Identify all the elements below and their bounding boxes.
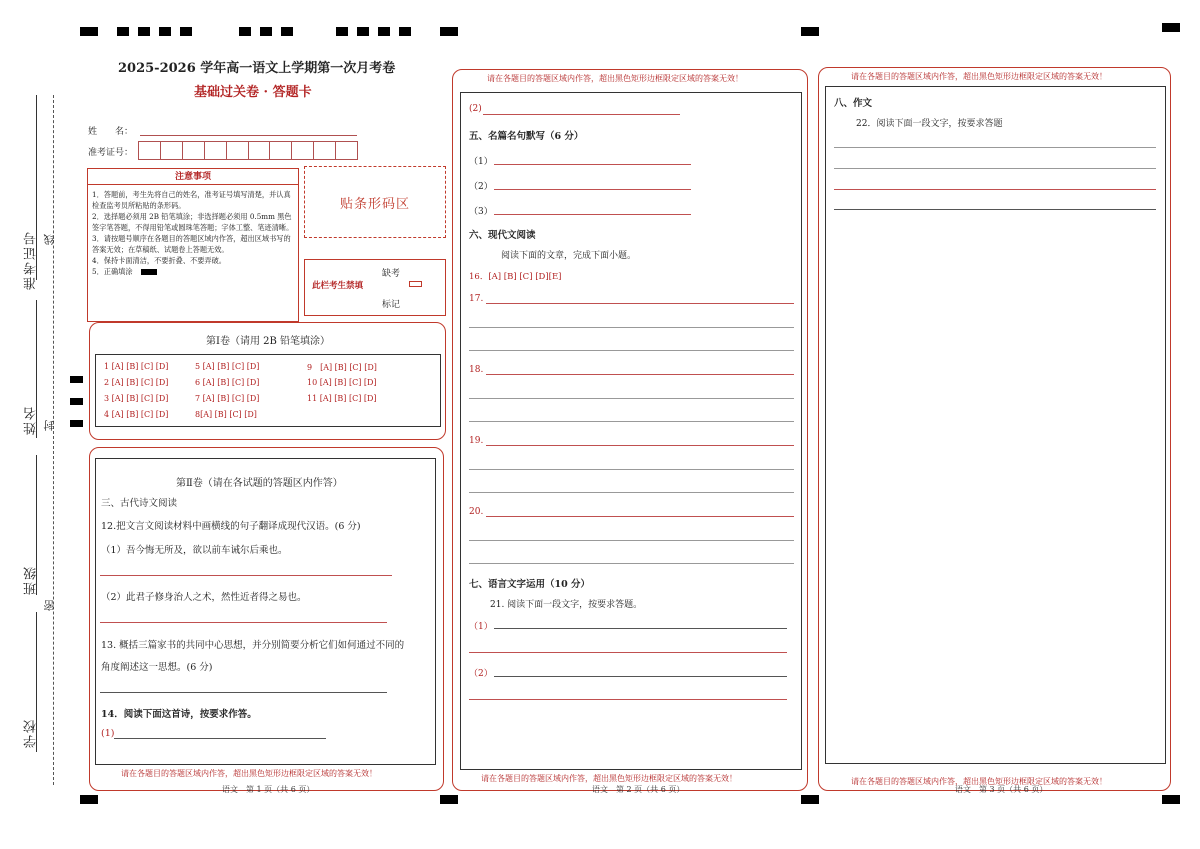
side-name-line <box>36 300 37 438</box>
p2-q2-line[interactable] <box>483 114 680 115</box>
absent-bottom-label: 标记 <box>382 300 401 310</box>
notice-item-2: 2．选择题必须用 2B 铅笔填涂；非选择题必须用 0.5mm 黑色签字笔答题，不得用铅笔或圆珠笔答题；字体工整、笔迹清晰。 <box>92 212 294 232</box>
essay-line[interactable] <box>834 209 1156 210</box>
section8-heading: 八、作文 <box>834 98 873 109</box>
warning-page1: 请在各题目的答题区域内作答，超出黑色矩形边框限定区域的答案无效！ <box>121 769 377 778</box>
p2-blank3-label: （3） <box>469 207 493 217</box>
essay-line[interactable] <box>834 147 1156 148</box>
timing-mark <box>1162 23 1180 32</box>
notice-item-1: 1．答题前，考生先将自己的姓名，准考证号填写清楚，并认真检查监考员所粘贴的条形码。 <box>92 190 291 210</box>
timing-mark <box>80 27 98 36</box>
warning-page2-top: 请在各题目的答题区域内作答，超出黑色矩形边框限定区域的答案无效！ <box>487 74 743 83</box>
timing-mark <box>281 27 293 36</box>
q21-2-line[interactable] <box>494 676 787 677</box>
warning-page3-bottom: 请在各题目的答题区域内作答，超出黑色矩形边框限定区域的答案无效！ <box>851 777 1107 786</box>
filled-sample <box>141 269 157 275</box>
binding-dashed-line <box>53 95 54 785</box>
timing-mark <box>180 27 192 36</box>
q22-prompt: 22．阅读下面一段文字，按要求答题 <box>856 119 1003 129</box>
q21-1-line[interactable] <box>469 652 787 653</box>
barcode-area <box>304 166 446 238</box>
q14-1-label: (1) <box>101 728 115 739</box>
notice-item-5: 5．正确填涂 <box>92 267 133 276</box>
absent-box <box>304 259 446 316</box>
warning-page2-bottom: 请在各题目的答题区域内作答，超出黑色矩形边框限定区域的答案无效！ <box>481 774 737 783</box>
section6-heading: 六、现代文阅读 <box>469 230 536 241</box>
choice-q1[interactable]: 1 [A] [B] [C] [D] <box>104 362 169 371</box>
name-label: 姓 名： <box>88 127 134 137</box>
p2-blank1-line[interactable] <box>494 164 691 165</box>
notice-item-3: 3．请按题号顺序在各题目的答题区域内作答，超出区域书写的答案无效；在草稿纸、试题卷上答题无效。 <box>92 234 291 254</box>
q21-2-label: （2） <box>469 669 493 679</box>
p2-blank2-line[interactable] <box>494 189 691 190</box>
choice-q8[interactable]: 8[A] [B] [C] [D] <box>195 410 257 419</box>
q21-prompt: 21. 阅读下面一段文字，按要求答题。 <box>490 600 643 610</box>
exam-no-label: 准考证号： <box>88 148 134 158</box>
timing-mark <box>70 420 83 427</box>
timing-mark <box>801 795 819 804</box>
side-class-label: 班级 <box>24 565 39 595</box>
side-line-mark: 线 <box>43 232 56 245</box>
name-input-line[interactable] <box>140 135 357 136</box>
choice-q2[interactable]: 2 [A] [B] [C] [D] <box>104 378 169 387</box>
notice-item-4: 4．保持卡面清洁，不要折叠、不要弄破。 <box>92 256 226 265</box>
choice-q6[interactable]: 6 [A] [B] [C] [D] <box>195 378 260 387</box>
notice-box <box>87 168 299 322</box>
footer-page2: 语文 第 2 页（共 6 页） <box>592 785 685 794</box>
q18-label: 18. <box>469 365 484 375</box>
side-exam-no-label: 准考证号 <box>24 230 39 290</box>
choice-q4[interactable]: 4 [A] [B] [C] [D] <box>104 410 169 419</box>
exam-no-boxes[interactable] <box>138 141 358 160</box>
side-school-label: 学校 <box>24 718 39 748</box>
page2-answer-box <box>460 92 802 770</box>
q20-line[interactable] <box>486 516 794 517</box>
q17-label: 17. <box>469 294 484 304</box>
footer-page3: 语文 第 3 页（共 6 页） <box>955 785 1048 794</box>
timing-mark <box>440 27 458 36</box>
timing-mark <box>159 27 171 36</box>
essay-line[interactable] <box>834 189 1156 190</box>
choice-q10[interactable]: 10 [A] [B] [C] [D] <box>307 378 377 387</box>
essay-line[interactable] <box>834 168 1156 169</box>
timing-mark <box>801 27 819 36</box>
q16-choice[interactable]: 16．[A] [B] [C] [D][E] <box>469 272 562 282</box>
q18-line[interactable] <box>469 421 794 422</box>
side-school-line <box>36 612 37 752</box>
q13-prompt-line2: 角度阐述这一思想。(6 分) <box>101 662 213 673</box>
q14-prompt: 14．阅读下面这首诗，按要求作答。 <box>101 709 257 720</box>
barcode-label: 贴条形码区 <box>339 196 410 212</box>
q19-line[interactable] <box>469 469 794 470</box>
timing-mark <box>70 398 83 405</box>
q18-line[interactable] <box>469 398 794 399</box>
timing-mark <box>80 795 98 804</box>
timing-mark <box>260 27 272 36</box>
q20-line[interactable] <box>469 540 794 541</box>
q21-2-line[interactable] <box>469 699 787 700</box>
p2-blank2-label: （2） <box>469 182 493 192</box>
choice-q5[interactable]: 5 [A] [B] [C] [D] <box>195 362 260 371</box>
q14-1-answer-line[interactable] <box>114 738 326 739</box>
q19-line[interactable] <box>486 445 794 446</box>
page3-answer-box <box>825 86 1166 764</box>
part2-title: 第Ⅱ卷（请在各试题的答题区内作答） <box>176 478 343 489</box>
exam-title: 2025-2026 学年高一语文上学期第一次月考卷 <box>118 61 396 76</box>
q20-label: 20. <box>469 507 484 517</box>
p2-blank3-line[interactable] <box>494 214 691 215</box>
choice-q9[interactable]: 9 [A] [B] [C] [D] <box>307 363 377 372</box>
notice-title: 注意事项 <box>88 169 298 185</box>
choice-q3[interactable]: 3 [A] [B] [C] [D] <box>104 394 169 403</box>
section7-heading: 七、语言文字运用（10 分） <box>469 579 591 590</box>
timing-mark <box>357 27 369 36</box>
timing-mark <box>336 27 348 36</box>
side-seal-mark: 封 <box>43 418 56 431</box>
side-secret-mark: 密 <box>43 598 56 611</box>
q21-1-label: （1） <box>469 622 493 632</box>
absent-checkbox[interactable] <box>409 281 422 287</box>
q13-prompt-line1: 13. 概括三篇家书的共同中心思想，并分别简要分析它们如何通过不同的 <box>101 640 405 651</box>
q13-answer-line[interactable] <box>100 692 387 693</box>
footer-page1: 语文 第 1 页（共 6 页） <box>222 785 315 794</box>
q12-2-answer-line[interactable] <box>100 622 387 623</box>
p2-q2-label: (2) <box>469 104 482 114</box>
timing-mark <box>440 795 458 804</box>
side-name-label: 姓名 <box>24 405 39 435</box>
q21-1-line[interactable] <box>494 628 787 629</box>
timing-mark <box>138 27 150 36</box>
timing-mark <box>399 27 411 36</box>
timing-mark <box>1162 795 1180 804</box>
section6-instruction: 阅读下面的文章，完成下面小题。 <box>501 251 637 261</box>
section5-heading: 五、名篇名句默写（6 分） <box>469 131 584 142</box>
q20-line[interactable] <box>469 563 794 564</box>
q12-1-prompt: （1）吾今悔无所及，欲以前车诫尔后乘也。 <box>101 545 288 556</box>
p2-blank1-label: （1） <box>469 157 493 167</box>
side-class-line <box>36 455 37 595</box>
absent-prohibit-label: 此栏考生禁填 <box>312 281 364 291</box>
card-subtitle: 基础过关卷 · 答题卡 <box>194 85 312 100</box>
q17-line[interactable] <box>469 350 794 351</box>
timing-mark <box>70 376 83 383</box>
q17-line[interactable] <box>486 303 794 304</box>
timing-mark <box>239 27 251 36</box>
choice-q11[interactable]: 11 [A] [B] [C] [D] <box>307 394 377 403</box>
side-exam-no-line <box>36 95 37 280</box>
warning-page3-top: 请在各题目的答题区域内作答，超出黑色矩形边框限定区域的答案无效！ <box>851 72 1107 81</box>
q19-line[interactable] <box>469 492 794 493</box>
q17-line[interactable] <box>469 327 794 328</box>
q19-label: 19. <box>469 436 484 446</box>
section3-heading: 三、古代诗文阅读 <box>101 498 178 509</box>
q12-2-prompt: （2）此君子修身治人之术，然性近者得之易也。 <box>101 592 307 603</box>
timing-mark <box>117 27 129 36</box>
absent-top-label: 缺考 <box>382 269 401 279</box>
timing-mark <box>378 27 390 36</box>
choice-q7[interactable]: 7 [A] [B] [C] [D] <box>195 394 260 403</box>
q12-prompt: 12.把文言文阅读材料中画横线的句子翻译成现代汉语。(6 分) <box>101 521 361 532</box>
part1-title: 第Ⅰ卷（请用 2B 铅笔填涂） <box>206 336 331 347</box>
q18-line[interactable] <box>486 374 794 375</box>
q12-1-answer-line[interactable] <box>100 575 392 576</box>
